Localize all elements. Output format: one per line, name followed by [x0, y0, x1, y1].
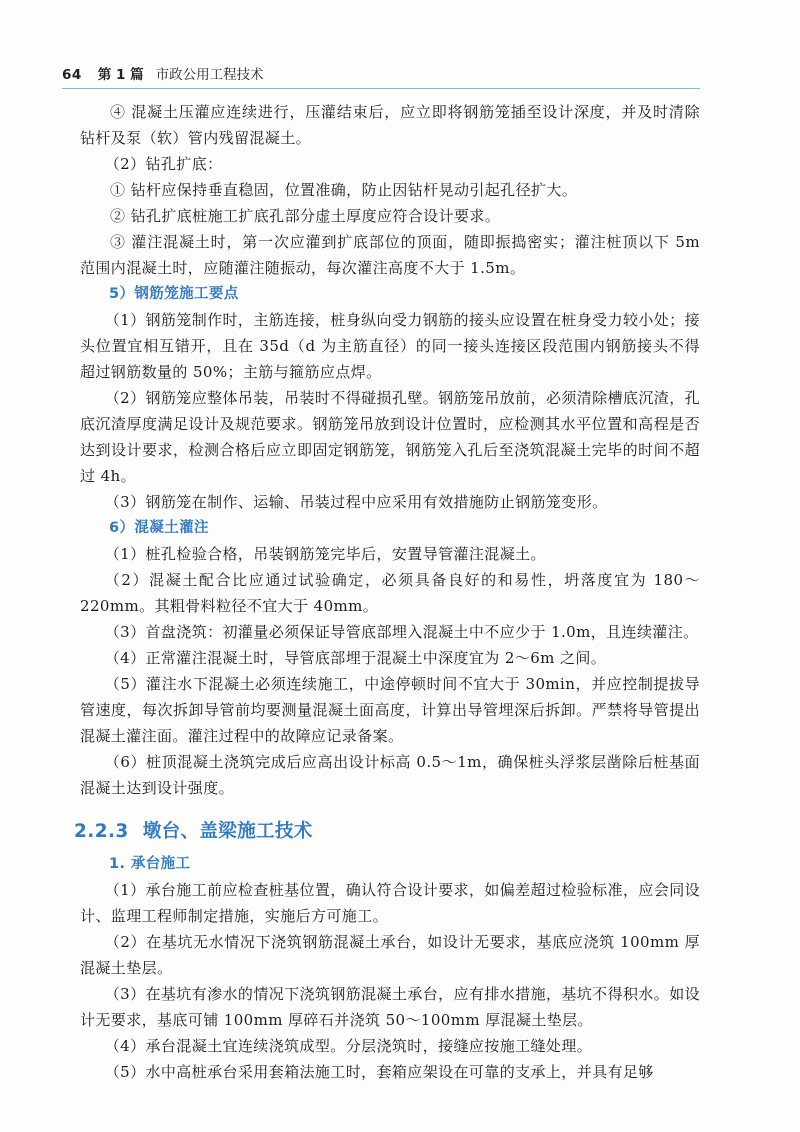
header-rule: [62, 88, 700, 89]
subheading-pile-cap: 1. 承台施工: [109, 856, 191, 872]
paragraph-cap-4: （4）承台混凝土宜连续浇筑成型。分层浇筑时，接缝应按施工缝处理。: [104, 1037, 593, 1055]
paragraph-pour-5: （5）灌注水下混凝土必须连续施工，中途停顿时间不宜大于 30min，并应控制提拔导管速度，每次拆卸导管前均要测量混凝土面高度，计算出导管埋深后拆卸。严禁将导管提出混凝土灌注面。灌注过程中的故障应记录备案。: [80, 675, 700, 745]
section-heading: [74, 817, 694, 847]
section-number: 2.2.3: [74, 821, 129, 842]
paragraph-reaming-2: ② 钻孔扩底桩施工扩底孔部分虚土厚度应符合设计要求。: [110, 207, 501, 225]
paragraph-pour-2: （2）混凝土配合比应通过试验确定，必须具备良好的和易性，坍落度宜为 180～220mm。其粗骨料粒径不宜大于 40mm。: [80, 571, 700, 615]
part-title: 市政公用工程技术: [155, 67, 264, 83]
paragraph-cap-5: （5）水中高桩承台采用套箱法施工时，套箱应架设在可靠的支承上，并具有足够: [104, 1063, 654, 1081]
paragraph-cage-2: （2）钢筋笼应整体吊装，吊装时不得碰损孔壁。钢筋笼吊放前，必须清除槽底沉渣，孔底沉渣厚度满足设计及规范要求。钢筋笼吊放到设计位置时，应检测其水平位置和高程是否达到设计要求，检测合格后应立即固定钢筋笼，钢筋笼入孔后至浇筑混凝土完毕的时间不超过 4h。: [80, 389, 700, 485]
page-body: [74, 99, 700, 1085]
paragraph-pour-3: （3）首盘浇筑：初灌量必须保证导管底部埋入混凝土中不应少于 1.0m，且连续灌注。: [104, 623, 699, 641]
paragraph-reaming-title: （2）钻孔扩底：: [104, 155, 223, 173]
paragraph-slurry-pressure: ④ 混凝土压灌应连续进行，压灌结束后，应立即将钢筋笼插至设计深度，并及时清除钻杆及泵（软）管内残留混凝土。: [80, 103, 700, 147]
paragraph-cage-3: （3）钢筋笼在制作、运输、吊装过程中应采用有效措施防止钢筋笼变形。: [104, 493, 608, 511]
paragraph-cap-3: （3）在基坑有渗水的情况下浇筑钢筋混凝土承台，应有排水措施，基坑不得积水。如设计无要求，基底可铺 100mm 厚碎石并浇筑 50～100mm 厚混凝土垫层。: [80, 985, 700, 1029]
paragraph-cap-1: （1）承台施工前应检查桩基位置，确认符合设计要求，如偏差超过检验标准，应会同设计、监理工程师制定措施，实施后方可施工。: [80, 881, 700, 925]
page-number: 64: [62, 67, 82, 83]
subheading-rebar-cage: 5）钢筋笼施工要点: [109, 286, 239, 302]
subheading-concrete-pouring: 6）混凝土灌注: [109, 520, 209, 536]
paragraph-pour-4: （4）正常灌注混凝土时，导管底部埋于混凝土中深度宜为 2～6m 之间。: [104, 649, 607, 667]
paragraph-reaming-1: ① 钻杆应保持垂直稳固，位置准确，防止因钻杆晃动引起孔径扩大。: [110, 181, 578, 199]
paragraph-cap-2: （2）在基坑无水情况下浇筑钢筋混凝土承台，如设计无要求，基底应浇筑 100mm 厚混凝土垫层。: [80, 933, 700, 977]
paragraph-pour-1: （1）桩孔检验合格，吊装钢筋笼完毕后，安置导管灌注混凝土。: [104, 545, 546, 563]
paragraph-reaming-3: ③ 灌注混凝土时，第一次应灌到扩底部位的顶面，随即振捣密实；灌注桩顶以下 5m 范围内混凝土时，应随灌注随振动，每次灌注高度不大于 1.5m。: [80, 233, 700, 277]
page-header: [62, 64, 700, 86]
paragraph-pour-6: （6）桩顶混凝土浇筑完成后应高出设计标高 0.5～1m，确保桩头浮浆层凿除后桩基面混凝土达到设计强度。: [80, 753, 700, 797]
section-title: 墩台、盖梁施工技术: [142, 821, 313, 842]
paragraph-cage-1: （1）钢筋笼制作时，主筋连接，桩身纵向受力钢筋的接头应设置在桩身受力较小处；接头位置宜相互错开，且在 35d（d 为主筋直径）的同一接头连接区段范围内钢筋接头不得超过钢筋数量的 50%；主筋与箍筋应点焊。: [80, 311, 700, 381]
part-label: 第 1 篇: [97, 67, 144, 83]
